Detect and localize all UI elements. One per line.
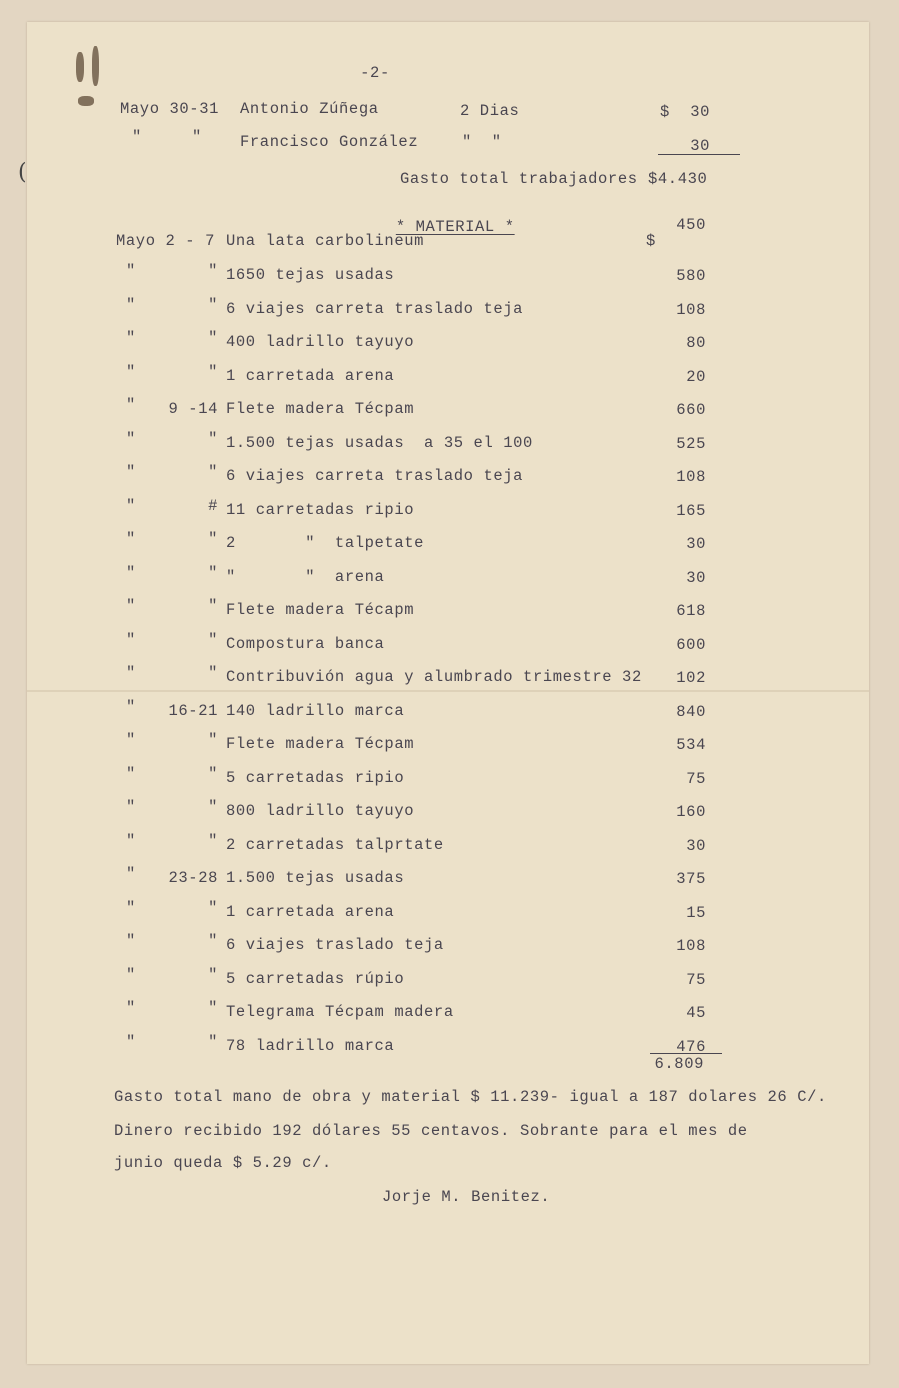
material-date: 9 -14 — [168, 400, 218, 418]
material-desc: Una lata carbolineum — [226, 232, 425, 250]
material-date: " — [208, 664, 218, 682]
material-desc: Compostura banca — [226, 635, 385, 653]
ditto-mark: " — [126, 631, 136, 649]
material-desc: Contribuvión agua y alumbrado trimestre 32 — [226, 668, 642, 686]
material-date: " — [208, 1033, 218, 1051]
material-amount: 75 — [686, 770, 706, 788]
ditto-mark: " — [126, 262, 136, 280]
material-amount: 580 — [676, 267, 706, 285]
ditto-mark: " — [126, 966, 136, 984]
material-amount: 20 — [686, 368, 706, 386]
material-desc: 1.500 tejas usadas — [226, 869, 405, 887]
ink-stain-mark — [92, 46, 99, 86]
ditto-mark: " — [126, 597, 136, 615]
ditto-mark: " — [126, 1033, 136, 1051]
material-date: " — [208, 765, 218, 783]
material-desc: Flete madera Técpam — [226, 735, 415, 753]
material-amount: 840 — [676, 703, 706, 721]
summary-line: Gasto total mano de obra y material $ 11.239- igual a 187 dolares 26 C/. — [114, 1088, 827, 1106]
ditto-mark: " — [126, 899, 136, 917]
worker-amount: 30 — [690, 103, 710, 121]
material-desc: 1650 tejas usadas — [226, 266, 395, 284]
material-desc: 6 viajes carreta traslado teja — [226, 300, 524, 318]
material-desc: 78 ladrillo marca — [226, 1037, 395, 1055]
material-date: " — [208, 999, 218, 1017]
ditto-mark: " — [126, 698, 136, 716]
ditto-mark: " — [132, 128, 142, 146]
ditto-mark: " — [126, 363, 136, 381]
ditto-mark: " — [126, 999, 136, 1017]
workers-total-label: Gasto total trabajadores — [400, 170, 638, 188]
ink-stain-mark — [78, 96, 94, 106]
material-date: " — [208, 463, 218, 481]
worker-days: " " — [462, 133, 502, 151]
material-desc: 5 carretadas ripio — [226, 769, 405, 787]
material-total: 6.809 — [654, 1055, 704, 1073]
material-desc: 6 viajes traslado teja — [226, 936, 444, 954]
material-date: " — [208, 899, 218, 917]
material-amount: 30 — [686, 837, 706, 855]
ditto-mark: " — [126, 530, 136, 548]
subtotal-rule — [658, 154, 740, 155]
material-amount: 80 — [686, 334, 706, 352]
material-amount: 525 — [676, 435, 706, 453]
material-amount: 30 — [686, 535, 706, 553]
summary-line: Dinero recibido 192 dólares 55 centavos. Sobrante para el mes de — [114, 1122, 748, 1140]
material-date: Mayo 2 - 7 — [116, 232, 216, 250]
material-date: " — [208, 430, 218, 448]
material-desc: 800 ladrillo tayuyo — [226, 802, 415, 820]
worker-name: Francisco González — [240, 133, 419, 151]
material-amount: 450 — [676, 216, 706, 234]
material-amount: 108 — [676, 468, 706, 486]
ditto-mark: " — [126, 296, 136, 314]
summary-line: junio queda $ 5.29 c/. — [114, 1154, 332, 1172]
material-amount: 476 — [676, 1038, 706, 1056]
material-date: " — [208, 631, 218, 649]
material-heading — [376, 200, 515, 236]
ink-stain-mark — [76, 52, 84, 82]
ditto-mark: " — [126, 798, 136, 816]
material-date: " — [208, 530, 218, 548]
material-amount: 160 — [676, 803, 706, 821]
material-desc: " " arena — [226, 568, 385, 586]
material-desc: Telegrama Técpam madera — [226, 1003, 454, 1021]
ditto-mark: " — [126, 430, 136, 448]
material-amount: 375 — [676, 870, 706, 888]
material-amount: 108 — [676, 937, 706, 955]
material-total-rule — [650, 1053, 722, 1054]
material-amount: 102 — [676, 669, 706, 687]
ditto-mark: " — [126, 396, 136, 414]
material-desc: 5 carretadas rúpio — [226, 970, 405, 988]
material-desc: 6 viajes carreta traslado teja — [226, 467, 524, 485]
worker-currency: $ — [660, 103, 670, 121]
material-desc: 2 " talpetate — [226, 534, 425, 552]
ditto-mark: " — [126, 731, 136, 749]
ditto-mark: " — [192, 128, 202, 146]
material-date: # — [208, 497, 218, 515]
material-amount: 600 — [676, 636, 706, 654]
material-desc: Flete madera Técpam — [226, 400, 415, 418]
material-date: 16-21 — [168, 702, 218, 720]
material-date: " — [208, 363, 218, 381]
material-date: " — [208, 832, 218, 850]
material-currency: $ — [646, 232, 656, 250]
material-date: " — [208, 262, 218, 280]
material-desc: 140 ladrillo marca — [226, 702, 405, 720]
material-amount: 165 — [676, 502, 706, 520]
material-amount: 45 — [686, 1004, 706, 1022]
material-amount: 660 — [676, 401, 706, 419]
material-date: " — [208, 966, 218, 984]
ditto-mark: " — [126, 564, 136, 582]
material-desc: 2 carretadas talprtate — [226, 836, 444, 854]
material-date: " — [208, 932, 218, 950]
ditto-mark: " — [126, 765, 136, 783]
signature: Jorje M. Benitez. — [382, 1188, 551, 1206]
material-date: " — [208, 564, 218, 582]
material-date: " — [208, 597, 218, 615]
material-desc: 1 carretada arena — [226, 367, 395, 385]
ditto-mark: " — [126, 463, 136, 481]
material-heading-text: * MATERIAL * — [395, 218, 515, 236]
material-date: " — [208, 731, 218, 749]
material-amount: 75 — [686, 971, 706, 989]
material-desc: 1 carretada arena — [226, 903, 395, 921]
material-amount: 15 — [686, 904, 706, 922]
material-date: 23-28 — [168, 869, 218, 887]
material-date: " — [208, 329, 218, 347]
material-amount: 534 — [676, 736, 706, 754]
page-number: -2- — [360, 64, 390, 82]
worker-date: Mayo 30-31 — [120, 100, 220, 118]
ditto-mark: " — [126, 664, 136, 682]
ditto-mark: " — [126, 497, 136, 515]
material-amount: 30 — [686, 569, 706, 587]
material-desc: Flete madera Técapm — [226, 601, 415, 619]
material-amount: 618 — [676, 602, 706, 620]
worker-amount: 30 — [690, 137, 710, 155]
material-desc: 11 carretadas ripio — [226, 501, 415, 519]
paper-fold-line — [27, 690, 869, 692]
worker-days: 2 Dias — [460, 102, 520, 120]
worker-name: Antonio Zúñega — [240, 100, 379, 118]
material-amount: 108 — [676, 301, 706, 319]
material-desc: 400 ladrillo tayuyo — [226, 333, 415, 351]
ditto-mark: " — [126, 329, 136, 347]
ditto-mark: " — [126, 832, 136, 850]
workers-total-value: $4.430 — [648, 170, 708, 188]
material-date: " — [208, 798, 218, 816]
material-date: " — [208, 296, 218, 314]
material-desc: 1.500 tejas usadas a 35 el 100 — [226, 434, 533, 452]
ditto-mark: " — [126, 932, 136, 950]
ditto-mark: " — [126, 865, 136, 883]
margin-pencil-mark: ( — [18, 160, 27, 185]
